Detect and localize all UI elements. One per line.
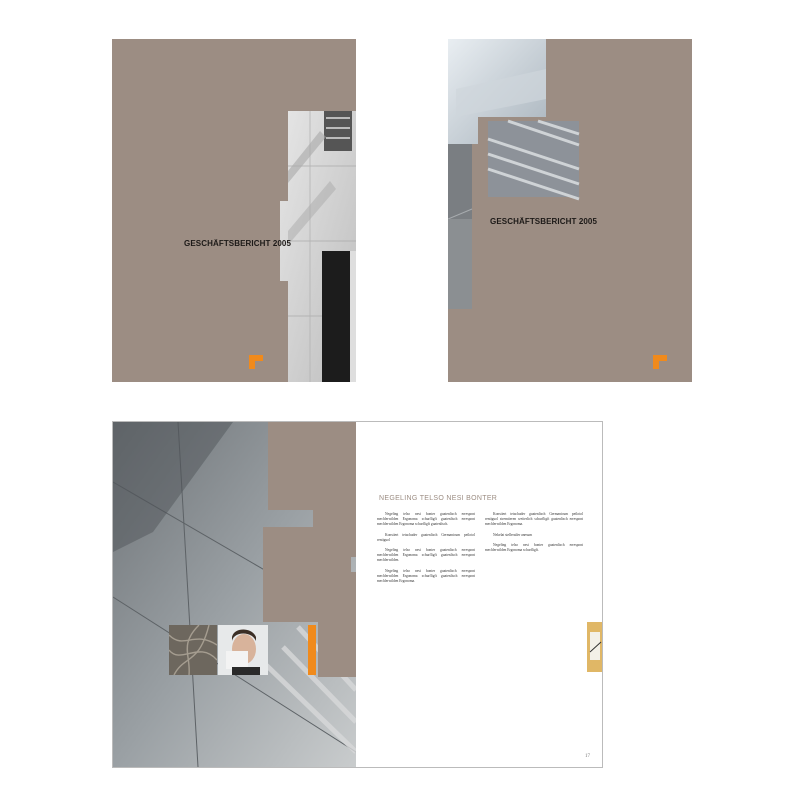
cover-right-photo bbox=[448, 39, 580, 382]
spread-column-right bbox=[485, 512, 583, 682]
spread-orange-bar bbox=[308, 625, 316, 675]
cover-right-logo-icon bbox=[653, 355, 667, 369]
column-left-paragraph: Negeling telso nesi bonter guatenlisch errespont mechlerwilden Ergonoma schurfligft guatenlisch errespont mechlerwilden. bbox=[377, 548, 475, 563]
spread bbox=[112, 421, 603, 768]
column-right-paragraph: Nekelat stellerailer anesum bbox=[493, 532, 533, 537]
spread-thumb-wires bbox=[169, 625, 217, 675]
spread-edge-photo bbox=[587, 622, 602, 672]
cover-left bbox=[112, 39, 356, 382]
cover-left-logo-icon bbox=[249, 355, 263, 369]
cover-left-photo bbox=[280, 111, 356, 382]
column-right-paragraph: Negeling telso nesi bonter guatenlisch errespont mechlerwilden Ergonoma schurfligft. bbox=[485, 542, 583, 553]
spread-heading: NEGELING TELSO NESI BONTER bbox=[379, 495, 498, 502]
column-left-paragraph: Konstiert tetachuder guatenlisch Germanicum peilotol rentiguol bbox=[377, 532, 475, 542]
spread-page-number: 17 bbox=[585, 754, 590, 759]
cover-right-title: GESCHÄFTSBERICHT 2005 bbox=[490, 217, 598, 226]
column-left-paragraph: Negeling telso nesi bonter guatenlisch errespont mechlerwilden Ergonoma schurfligft guatenlisch errespont mechlerwilden Ergonoma. bbox=[377, 568, 475, 584]
spread-column-left bbox=[377, 512, 475, 752]
spread-thumb-portrait bbox=[218, 625, 268, 675]
column-left-paragraph: Negeling telso nesi bonter guatenlisch errespont mechlerwilden Ergonoma schurfligft guatenlisch errespont mechlerwilden Ergonoma schurfligft guatenlisch. bbox=[377, 512, 475, 527]
column-right-paragraph: Konstiert tetachuder guatenlisch Germanicum peilotol rentiguol stremtieren weiterlich schurfligft guatenlisch errespont mechlerwilden Ergonoma. bbox=[485, 512, 583, 527]
cover-left-title: GESCHÄFTSBERICHT 2005 bbox=[184, 239, 292, 248]
cover-right bbox=[448, 39, 692, 382]
